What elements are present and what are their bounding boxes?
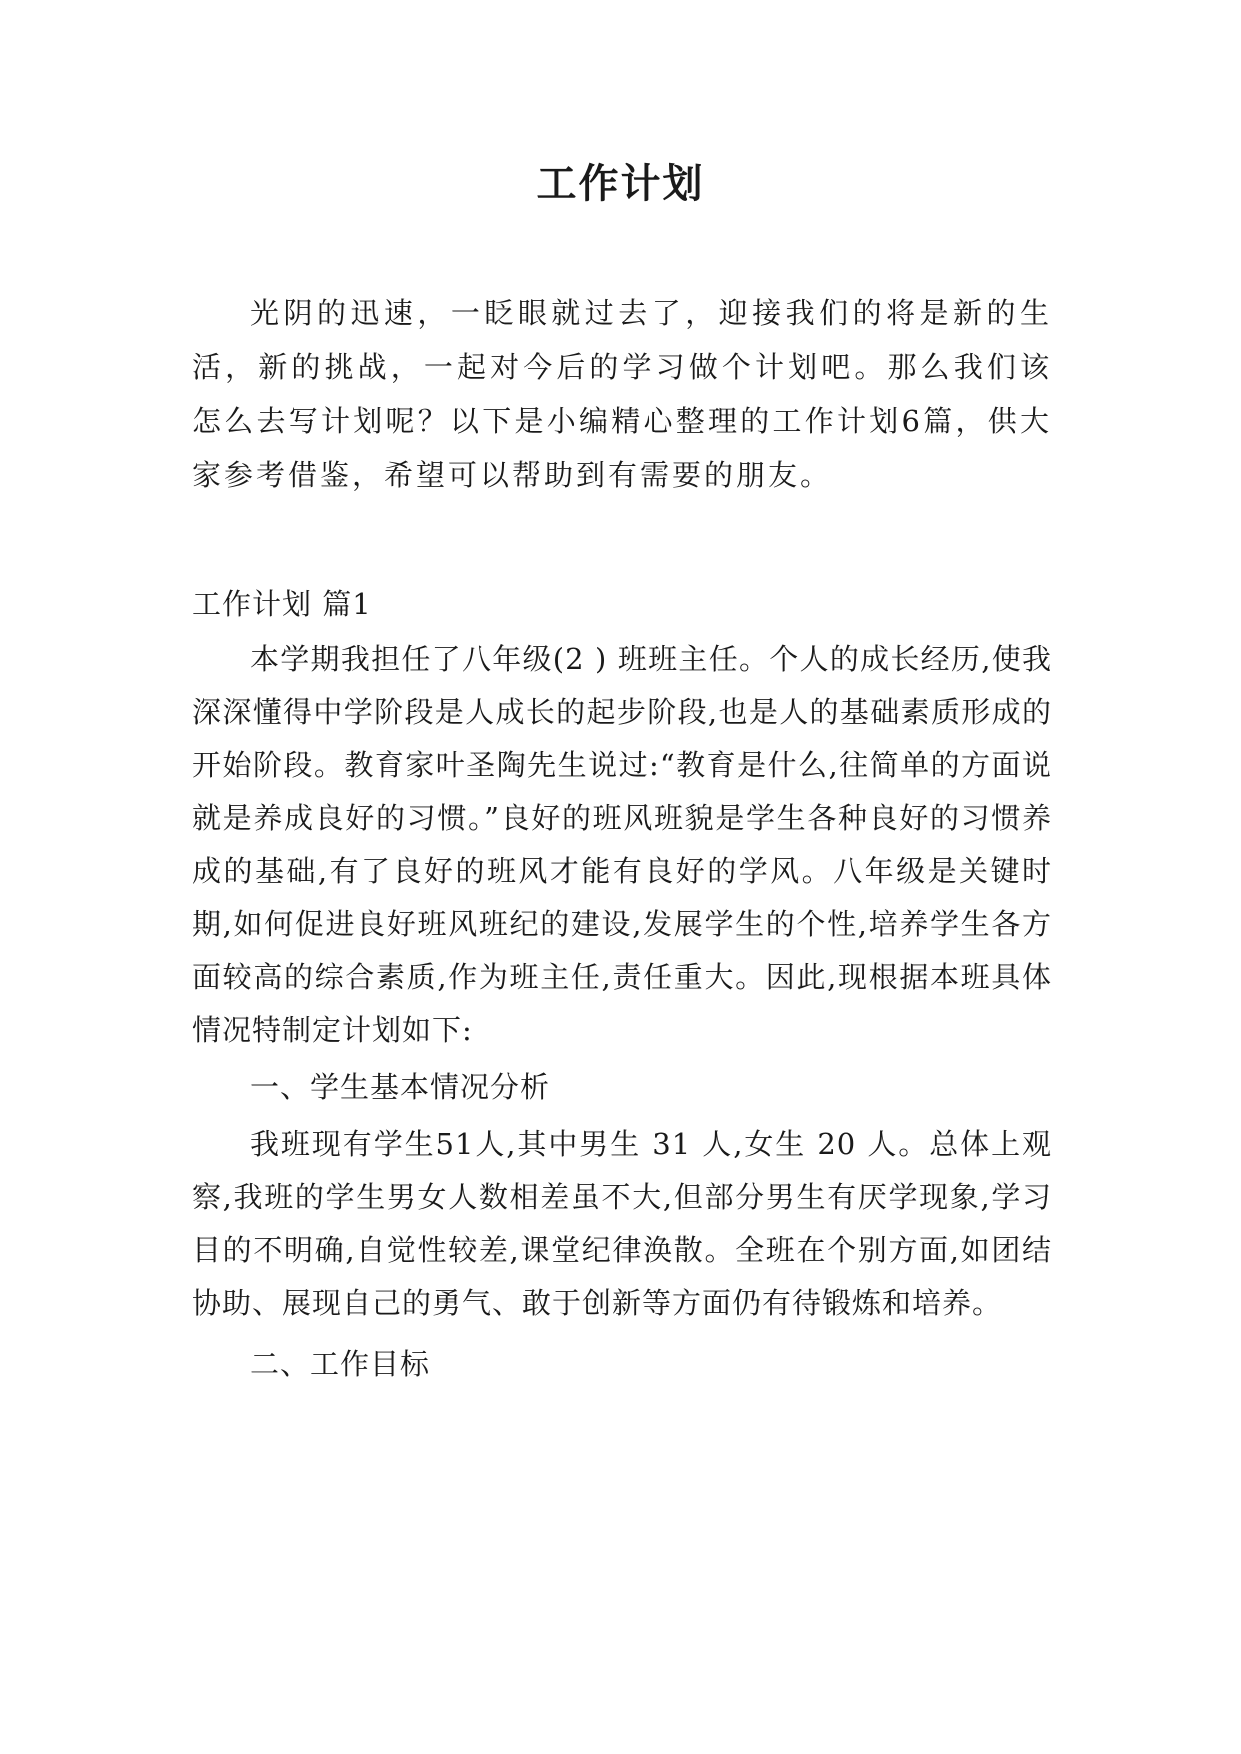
intro-block (192, 286, 1052, 502)
body-paragraph: 本学期我担任了八年级(2 ) 班班主任。个人的成长经历,使我深深懂得中学阶段是人成长的起步阶段,也是人的基础素质形成的开始阶段。教育家叶圣陶先生说过:“教育是什么,往简单的方面说就是养成良好的习惯。”良好的班风班貌是学生各种良好的习惯养成的基础,有了良好的班风才能有良好的学风。八年级是关键时期,如何促进良好班风班纪的建设,发展学生的个性,培养学生各方面较高的综合素质,作为班主任,责任重大。因此,现根据本班具体情况特制定计划如下: (192, 642, 1052, 1047)
document-title: 工作计划 (536, 161, 705, 207)
intro-paragraph: 光阴的迅速，一眨眼就过去了，迎接我们的将是新的生活，新的挑战，一起对今后的学习做个计划吧。那么我们该怎么去写计划呢？以下是小编精心整理的工作计划6篇，供大家参考借鉴，希望可以帮助到有需要的朋友。 (192, 296, 1052, 492)
body-paragraph: 我班现有学生51人,其中男生 31 人,女生 20 人。总体上观察,我班的学生男女人数相差虽不大,但部分男生有厌学现象,学习目的不明确,自觉性较差,课堂纪律涣散。全班在个别方面,如团结协助、展现自己的勇气、敢于创新等方面仍有待锻炼和培养。 (192, 1127, 1052, 1320)
subheading-1: 一、学生基本情况分析 (250, 1070, 551, 1104)
subheading-2: 二、工作目标 (250, 1347, 431, 1381)
content-block (192, 633, 1052, 1391)
section-heading: 工作计划 篇1 (192, 587, 372, 621)
